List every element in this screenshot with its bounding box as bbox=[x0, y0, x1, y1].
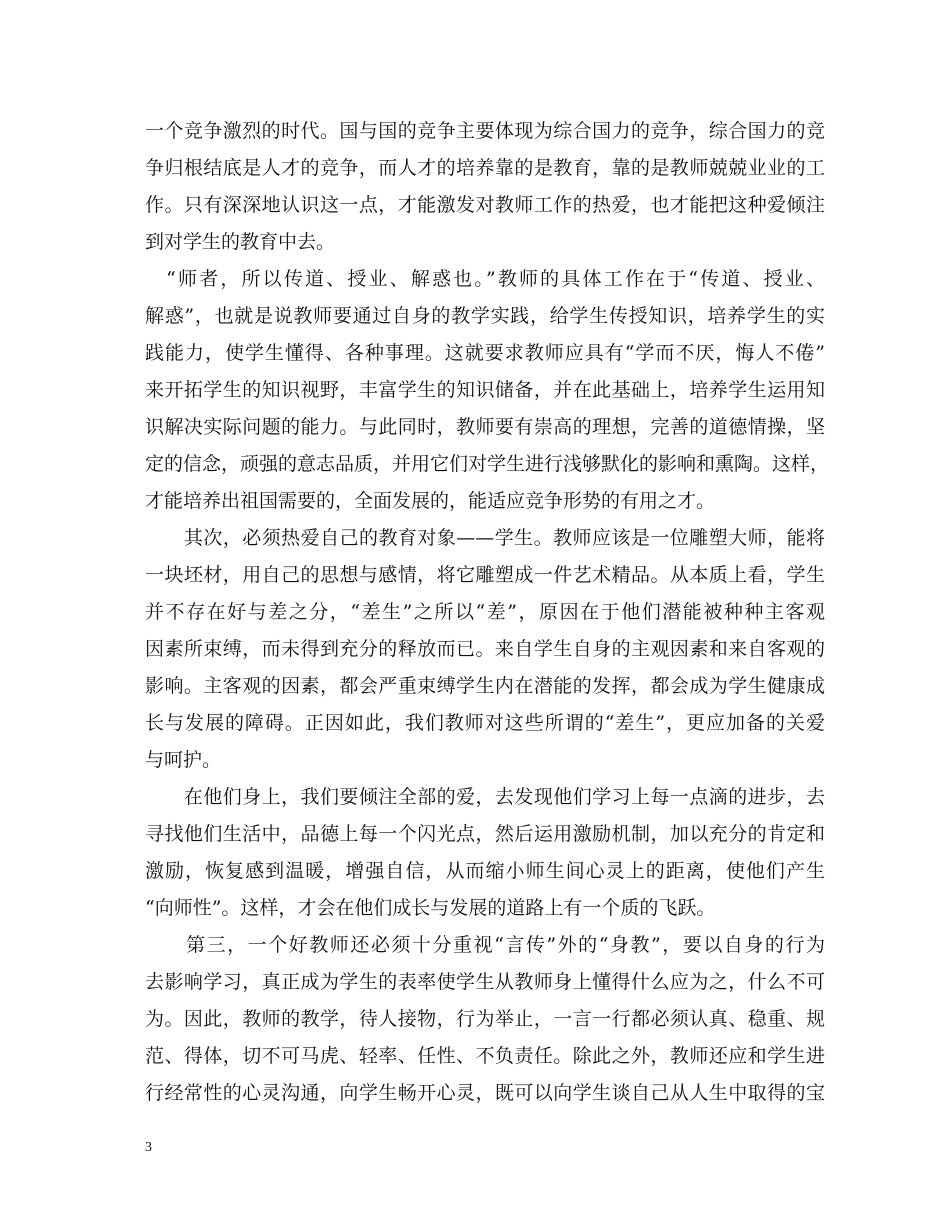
text-line: 影响。主客观的因素，都会严重束缚学生内在潜能的发挥，都会成为学生健康成 bbox=[145, 675, 825, 697]
text-line: 一个竞争激烈的时代。国与国的竞争主要体现为综合国力的竞争，综合国力的竞 bbox=[145, 120, 825, 142]
text-line: 践能力，使学生懂得、各种事理。这就要求教师应具有“学而不厌，悔人不倦” bbox=[145, 342, 825, 364]
text-line: 去影响学习，真正成为学生的表率使学生从教师身上懂得什么应为之，什么不可 bbox=[145, 971, 825, 993]
text-line: 寻找他们生活中，品德上每一个闪光点，然后运用激励机制，加以充分的肯定和 bbox=[145, 823, 825, 845]
text-line: 来开拓学生的知识视野，丰富学生的知识储备，并在此基础上，培养学生运用知 bbox=[145, 379, 825, 401]
paragraph-4 bbox=[145, 779, 825, 927]
text-line: 为。因此，教师的教学，待人接物，行为举止，一言一行都必须认真、稳重、规 bbox=[145, 1008, 825, 1030]
paragraph-5 bbox=[145, 927, 825, 1112]
text-line: 一块坯材，用自己的思想与感情，将它雕塑成一件艺术精品。从本质上看，学生 bbox=[145, 564, 825, 586]
text-line: 识解决实际问题的能力。与此同时，教师要有崇高的理想，完善的道德情操，坚 bbox=[145, 416, 825, 438]
text-line: 因素所束缚，而未得到充分的释放而已。来自学生自身的主观因素和来自客观的 bbox=[145, 638, 825, 660]
paragraph-2 bbox=[145, 261, 830, 520]
text-line: 并不存在好与差之分，“差生”之所以“差”，原因在于他们潜能被种种主客观 bbox=[145, 601, 825, 623]
text-line: 与呵护。 bbox=[145, 749, 222, 771]
text-line: 激励，恢复感到温暖，增强自信，从而缩小师生间心灵上的距离，使他们产生 bbox=[145, 860, 825, 882]
text-line: 范、得体，切不可马虎、轻率、任性、不负责任。除此之外，教师还应和学生进 bbox=[145, 1045, 825, 1067]
text-line: 长与发展的障碍。正因如此，我们教师对这些所谓的“差生”，更应加备的关爱 bbox=[145, 712, 825, 734]
text-line: 作。只有深深地认识这一点，才能激发对教师工作的热爱，也才能把这种爱倾注 bbox=[145, 194, 825, 216]
paragraph-1 bbox=[145, 113, 825, 261]
text-line: 第三，一个好教师还必须十分重视“言传”外的“身教”，要以自身的行为 bbox=[145, 934, 825, 956]
text-line: “向师性”。这样，才会在他们成长与发展的道路上有一个质的飞跃。 bbox=[145, 897, 716, 919]
text-line: 行经常性的心灵沟通，向学生畅开心灵，既可以向学生谈自己从人生中取得的宝 bbox=[145, 1082, 825, 1104]
text-line: 才能培养出祖国需要的，全面发展的，能适应竞争形势的有用之才。 bbox=[145, 490, 716, 512]
paragraph-3 bbox=[145, 520, 825, 779]
text-line: “师者，所以传道、授业、解惑也。”教师的具体工作在于“传道、授业、 bbox=[145, 268, 825, 290]
text-line: 解惑”，也就是说教师要通过自身的教学实践，给学生传授知识，培养学生的实 bbox=[145, 305, 825, 327]
text-line: 到对学生的教育中去。 bbox=[145, 231, 336, 253]
text-line: 定的信念，顽强的意志品质，并用它们对学生进行浅够默化的影响和熏陶。这样， bbox=[145, 453, 830, 475]
page-number: 3 bbox=[145, 1140, 152, 1155]
document-body bbox=[145, 113, 830, 1112]
text-line: 其次，必须热爱自己的教育对象——学生。教师应该是一位雕塑大师，能将 bbox=[145, 527, 825, 549]
text-line: 争归根结底是人才的竞争，而人才的培养靠的是教育，靠的是教师兢兢业业的工 bbox=[145, 157, 825, 179]
text-line: 在他们身上，我们要倾注全部的爱，去发现他们学习上每一点滴的进步，去 bbox=[145, 786, 825, 808]
